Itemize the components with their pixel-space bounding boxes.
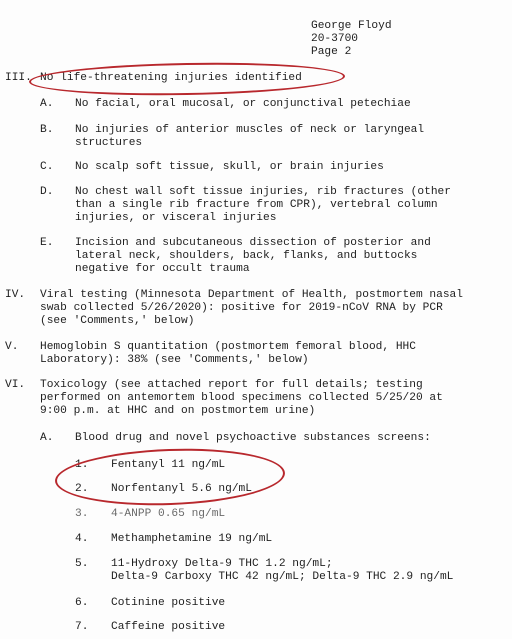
subsection-a-heading: Blood drug and novel psychoactive substances screens: (75, 432, 431, 444)
item-d-text-line3: injuries, or visceral injuries (75, 212, 277, 224)
section-vi-numeral: VI. (5, 379, 26, 391)
tox-item-7-text: Caffeine positive (111, 621, 226, 633)
tox-item-5-num: 5. (75, 558, 89, 570)
section-vi-line2: performed on antemortem blood specimens collected 5/25/20 at (40, 392, 443, 404)
item-e-letter: E. (40, 237, 54, 249)
section-vi-line3: 9:00 p.m. at HHC and on postmortem urine) (40, 405, 316, 417)
item-d-letter: D. (40, 186, 54, 198)
item-a-letter: A. (40, 98, 54, 110)
section-v-numeral: V. (5, 341, 19, 353)
page-number: Page 2 (311, 46, 352, 58)
case-number: 20-3700 (311, 33, 358, 45)
section-v-line1: Hemoglobin S quantitation (postmortem femoral blood, HHC (40, 341, 416, 353)
tox-item-4-num: 4. (75, 533, 89, 545)
subsection-a-letter: A. (40, 432, 54, 444)
item-d-text-line1: No chest wall soft tissue injuries, rib fractures (other (75, 186, 451, 198)
item-b-text-line2: structures (75, 137, 143, 149)
tox-item-6-text: Cotinine positive (111, 597, 226, 609)
tox-item-2-text: Norfentanyl 5.6 ng/mL (111, 483, 252, 495)
highlight-ellipse-fentanyl (54, 445, 286, 509)
item-e-text-line1: Incision and subcutaneous dissection of posterior and (75, 237, 431, 249)
item-e-text-line3: negative for occult trauma (75, 263, 250, 275)
section-vi-line1: Toxicology (see attached report for full details; testing (40, 379, 423, 391)
tox-item-3-text: 4-ANPP 0.65 ng/mL (111, 508, 226, 520)
section-v-line2: Laboratory): 38% (see 'Comments,' below) (40, 354, 309, 366)
item-c-text: No scalp soft tissue, skull, or brain injuries (75, 161, 384, 173)
item-c-letter: C. (40, 161, 54, 173)
tox-item-2-num: 2. (75, 483, 89, 495)
item-b-text-line1: No injuries of anterior muscles of neck or laryngeal (75, 124, 425, 136)
patient-name: George Floyd (311, 20, 392, 32)
tox-item-4-text: Methamphetamine 19 ng/mL (111, 533, 273, 545)
section-iv-line1: Viral testing (Minnesota Department of Health, postmortem nasal (40, 289, 463, 301)
tox-item-5-text-line1: 11-Hydroxy Delta-9 THC 1.2 ng/mL; (111, 558, 333, 570)
section-iv-line2: swab collected 5/26/2020): positive for 2019-nCoV RNA by PCR (40, 302, 443, 314)
tox-item-3-num: 3. (75, 508, 89, 520)
item-d-text-line2: than a single rib fracture from CPR), vertebral column (75, 199, 438, 211)
tox-item-6-num: 6. (75, 597, 89, 609)
tox-item-1-num: 1. (75, 459, 89, 471)
section-iv-numeral: IV. (5, 289, 26, 301)
tox-item-5-text-line2: Delta-9 Carboxy THC 42 ng/mL; Delta-9 THC 2.9 ng/mL (111, 571, 454, 583)
tox-item-7-num: 7. (75, 621, 89, 633)
item-a-text: No facial, oral mucosal, or conjunctival petechiae (75, 98, 411, 110)
item-e-text-line2: lateral neck, shoulders, back, flanks, and buttocks (75, 250, 418, 262)
item-b-letter: B. (40, 124, 54, 136)
tox-item-1-text: Fentanyl 11 ng/mL (111, 459, 226, 471)
section-iii-numeral: III. (5, 72, 32, 84)
section-iv-line3: (see 'Comments,' below) (40, 315, 195, 327)
section-iii-heading: No life-threatening injuries identified (40, 72, 302, 84)
